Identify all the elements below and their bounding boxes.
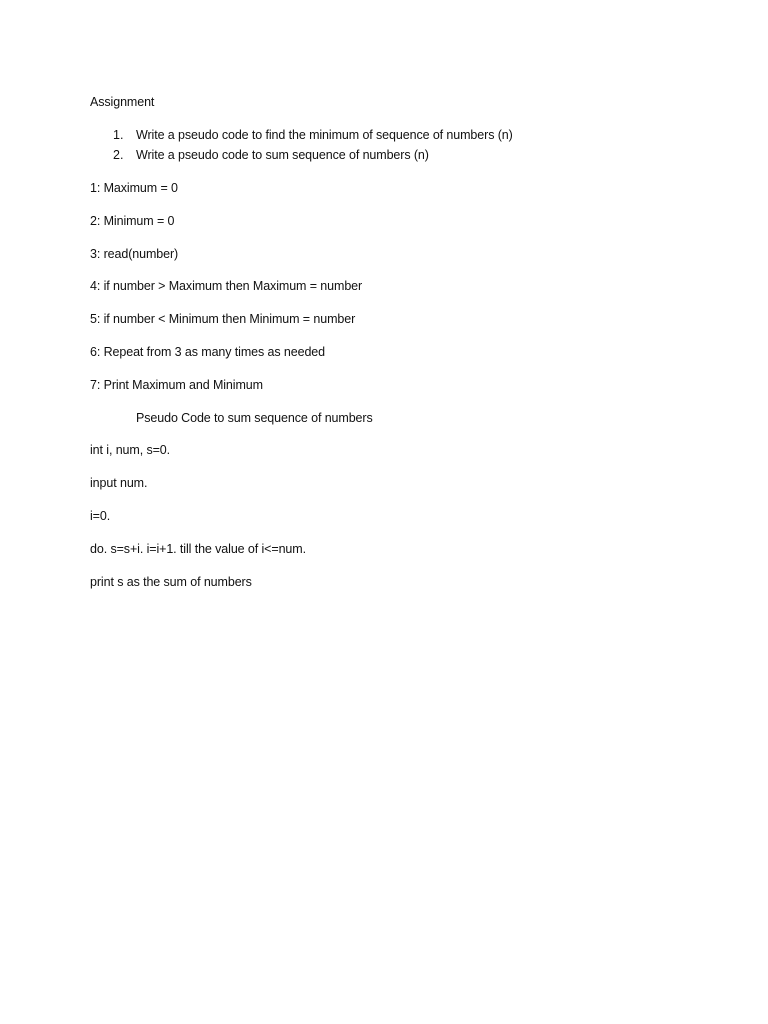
- step-line: 7: Print Maximum and Minimum: [90, 378, 263, 392]
- task-text: Write a pseudo code to find the minimum of sequence of numbers (n): [136, 128, 513, 142]
- assignment-heading: Assignment: [90, 95, 155, 109]
- code-line: input num.: [90, 476, 148, 490]
- code-line: do. s=s+i. i=i+1. till the value of i<=num.: [90, 542, 306, 556]
- step-line: 2: Minimum = 0: [90, 214, 175, 228]
- sum-section-heading: Pseudo Code to sum sequence of numbers: [136, 411, 373, 425]
- step-line: 5: if number < Minimum then Minimum = number: [90, 312, 356, 326]
- code-line: print s as the sum of numbers: [90, 575, 252, 589]
- task-number: 1.: [113, 128, 124, 142]
- task-text: Write a pseudo code to sum sequence of numbers (n): [136, 148, 429, 162]
- task-number: 2.: [113, 148, 124, 162]
- code-line: i=0.: [90, 509, 111, 523]
- code-line: int i, num, s=0.: [90, 443, 171, 457]
- step-line: 1: Maximum = 0: [90, 181, 178, 195]
- step-line: 3: read(number): [90, 247, 179, 261]
- step-line: 6: Repeat from 3 as many times as needed: [90, 345, 326, 359]
- step-line: 4: if number > Maximum then Maximum = number: [90, 279, 363, 293]
